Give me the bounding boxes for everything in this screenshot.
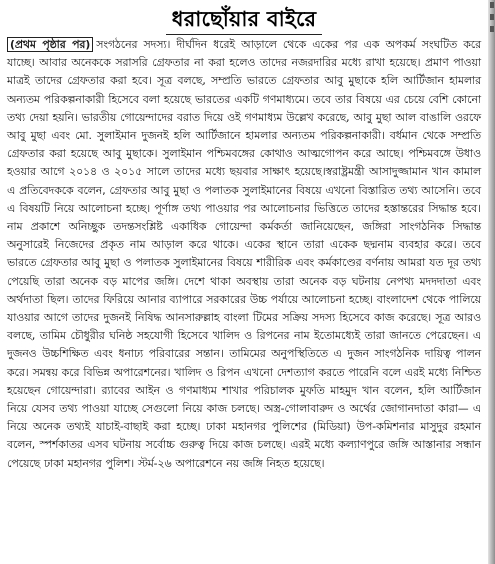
continued-label: (প্রথম পৃষ্ঠার পর)	[7, 37, 93, 52]
headline-wrap	[7, 4, 481, 35]
article-headline: ধরাছোঁয়ার বাইরে	[166, 4, 322, 35]
article-body	[7, 36, 481, 473]
edge-mark	[490, 14, 494, 20]
edge-mark	[490, 26, 494, 32]
page-edge-scan-border	[488, 0, 495, 564]
edge-mark	[490, 2, 494, 8]
article-body-text: সংগঠনের সদস্য। দীর্ঘদিন ধরেই আড়ালে থেকে একের পর এক অপকর্ম সংঘটিত করে যাচ্ছে। আবার অনেককে সরাসরি গ্রেফতার না করা হলেও তাদের নজরদারির মধ্যে রাখা হয়েছে। প্রমাণ পাওয়া মাত্রই তাদের গ্রেফতার করা হবে। সূত্র বলছে, সম্প্রতি ভারতে গ্রেফতার আবু মুছাকে হলি আর্টিজান হামলার অন্যতম পরিকল্পনাকারী হিসেবে বলা হয়েছে ভারতের একটি গণমাধ্যমে। তবে তার বিষয়ে এর চেয়ে বেশি কোনো তথ্য দেয়া হয়নি। ভারতীয় গোয়েন্দাদের বরাত দিয়ে ওই গণমাধ্যম উল্লেখ করেছে, আবু মুছা আল বাঙালি ওরফে আবু মুছা এবং মো. সুলাইমান দুজনই হলি আর্টিজানে হামলার অন্যতম পরিকল্পনাকারী। বর্ধমান থেকে সম্প্রতি গ্রেফতার করা হয়েছে আবু মুছাকে। সুলাইমান পশ্চিমবঙ্গের কোথাও আত্মগোপন করে আছে। পশ্চিমবঙ্গে উধাও হওয়ার আগে ২০১৪ ও ২০১৫ সালে তাদের মধ্যে ছয়বার সাক্ষাৎ হয়েছে।স্বরাষ্ট্রমন্ত্রী আসাদুজ্জামান খান কামাল এ প্রতিবেদককে বলেন, গ্রেফতার আবু মুছা ও পলাতক সুলাইমানের বিষয়ে এখনো বিস্তারিত তথ্য আসেনি। তবে এ বিষয়টি নিয়ে আলোচনা হচ্ছে। পূর্ণাঙ্গ তথ্য পাওয়ার পর আলোচনার ভিত্তিতে তাদের হস্তান্তরের সিদ্ধান্ত হবে। নাম প্রকাশে অনিচ্ছুক তদন্তসংশ্লিষ্ট একাধিক গোয়েন্দা কর্মকর্তা জানিয়েছেন, জঙ্গিরা সাংগঠনিক সিদ্ধান্ত অনুসারেই নিজেদের প্রকৃত নাম আড়াল করে থাকে। একের স্থানে তারা একেক ছদ্মনাম ব্যবহার করে। তবে ভারতে গ্রেফতার আবু মুছা ও পলাতক সুলাইমানের বিষয়ে শারীরিক এবং কর্মকাণ্ডের বর্ণনায় আমরা যত দূর তথ্য পেয়েছি তারা অনেক বড় মাপের জঙ্গি। দেশে থাকা অবস্থায় তারা অনেক বড় ঘটনায় নেপথ্য মদদদাতা এবং অর্থদাতা ছিল। তাদের ফিরিয়ে আনার ব্যাপারে সরকারের উচ্চ পর্যায়ে আলোচনা হচ্ছে। বাংলাদেশ থেকে পালিয়ে যাওয়ার আগে তাদের দুজনই নিষিদ্ধ আনসারুল্লাহ বাংলা টিমের সক্রিয় সদস্য হিসেবে কাজ করেছে। সূত্র আরও বলছে, তামিম চৌধুরীর ঘনিষ্ঠ সহযোগী হিসেবে খালিদ ও রিপনের নাম ইতোমধ্যেই তারা জানতে পেরেছেন। এ দুজনও উচ্চশিক্ষিত এবং ধনাঢ্য পরিবারের সন্তান। তামিমের অনুপস্থিতিতে এ দুজন সাংগঠনিক দায়িত্ব পালন করে। সমন্বয় করে বিভিন্ন অপারেশনের। খালিদ ও রিপন এখনো দেশত্যাগ করতে পারেনি বলে এরই মধ্যে নিশ্চিত হয়েছেন গোয়েন্দারা। র‌্যাবের আইন ও গণমাধ্যম শাখার পরিচালক মুফতি মাহমুদ খান বলেন, হলি আর্টিজান নিয়ে যেসব তথ্য পাওয়া যাচ্ছে সেগুলো নিয়ে কাজ চলছে। অস্ত্র-গোলাবারুদ ও অর্থের জোগানদাতা কারা— এ নিয়ে অনেক তথ্যই যাচাই-বাছাই করা হচ্ছে। ঢাকা মহানগর পুলিশের (মিডিয়া) উপ-কমিশনার মাসুদুর রহমান বলেন, স্পর্শকাতর এসব ঘটনায় সর্বোচ্চ গুরুত্ব দিয়ে কাজ চলছে। এরই মধ্যে কল্যাণপুরে জঙ্গি আস্তানার সন্ধান পেয়েছে ঢাকা মহানগর পুলিশ। স্টর্ম-২৬ অপারেশনে নয় জঙ্গি নিহত হয়েছে।	[7, 38, 481, 470]
